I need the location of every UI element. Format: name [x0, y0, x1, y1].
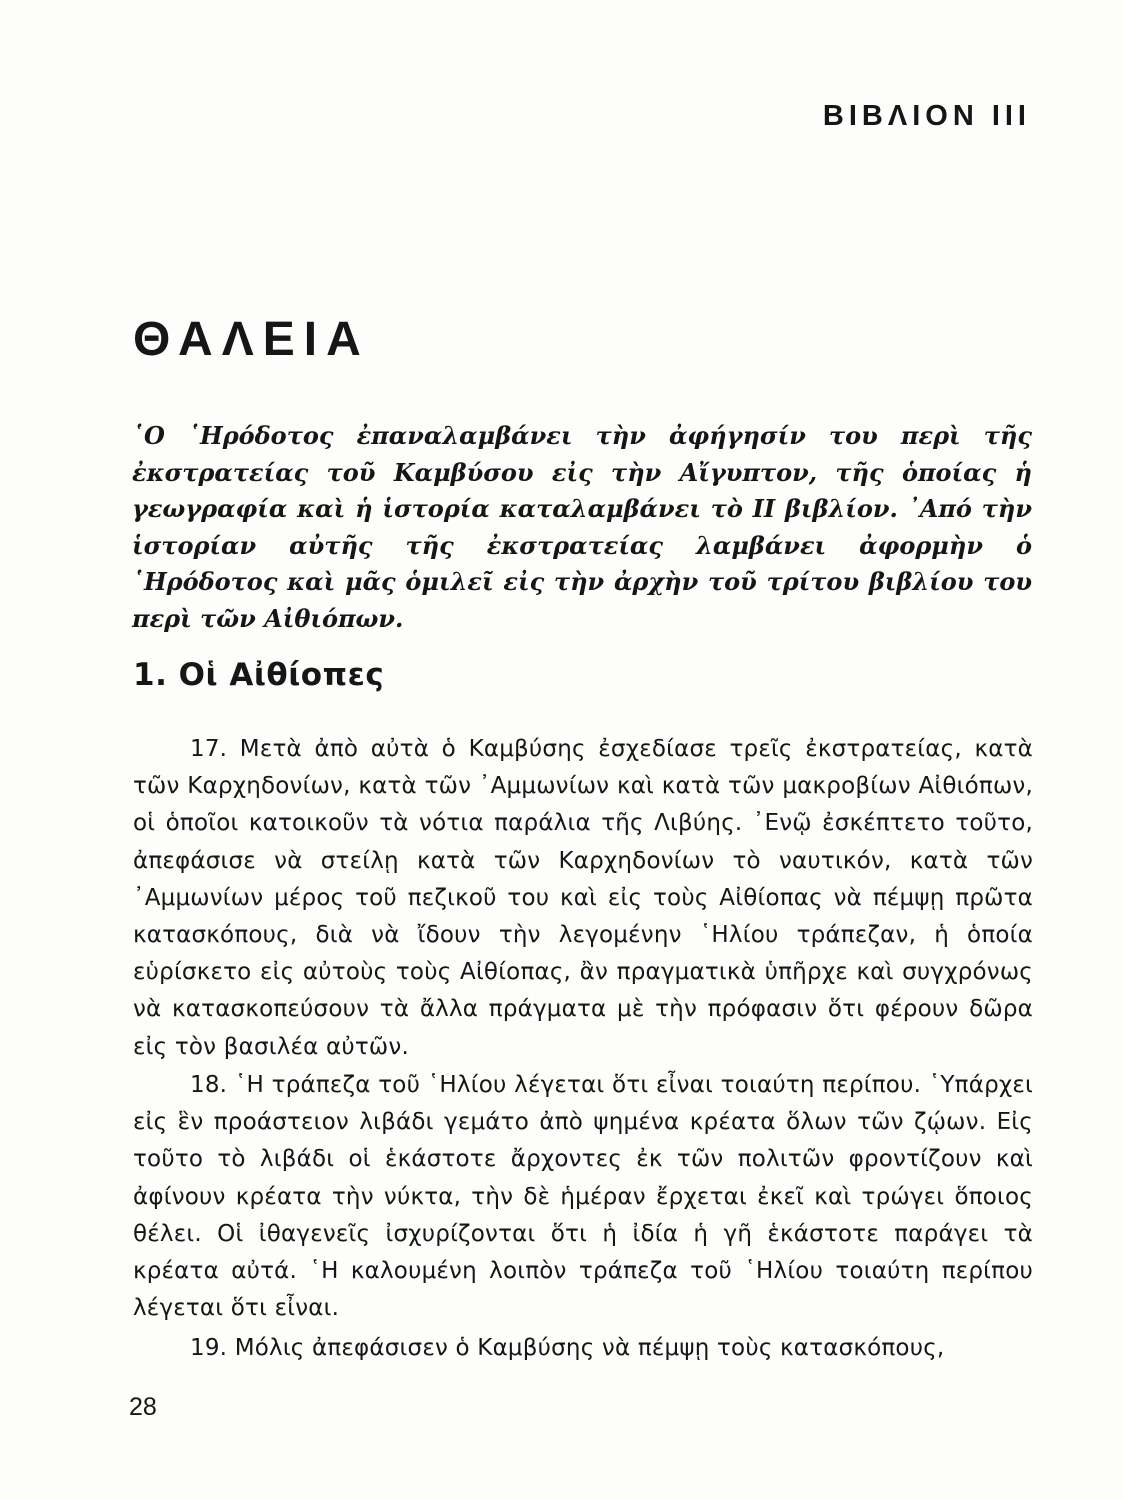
page-number: 28 — [129, 1393, 157, 1421]
paragraph-18: 18. ῾Η τράπεζα τοῦ ῾Ηλίου λέγεται ὅτι εἶναι τοιαύτη περίπου. ῾Υπάρχει εἰς ἓν προάστειον λιβάδι γεμάτο ἀπὸ ψημένα κρέατα ὅλων τῶν ζῴων. Εἰς τοῦτο τὸ λιβάδι οἱ ἑκάστοτε ἄρχοντες ἐκ τῶν πολιτῶν φροντίζουν καὶ ἀφίνουν κρέατα τὴν νύκτα, τὴν δὲ ἡμέραν ἔρχεται ἐκεῖ καὶ τρώγει ὅποιος θέλει. Οἱ ἰθαγενεῖς ἰσχυρίζονται ὅτι ἡ ἰδία ἡ γῆ ἑκάστοτε παράγει τὰ κρέατα αὐτά. ῾Η καλουμένη λοιπὸν τράπεζα τοῦ ῾Ηλίου τοιαύτη περίπου λέγεται ὅτι εἶναι. — [133, 1072, 1033, 1322]
paragraph-19: 19. Μόλις ἀπεφάσισεν ὁ Καμβύσης νὰ πέμψῃ τοὺς κατασκόπους, — [190, 1335, 945, 1361]
section-heading: 1. Οἱ Αἰθίοπες — [133, 657, 385, 693]
book-title: ΘΑΛΕΙΑ — [133, 313, 370, 366]
book-label: ΒΙΒΛΙΟΝ III — [822, 100, 1031, 132]
intro-summary: ῾Ο ῾Ηρόδοτος ἐπαναλαμβάνει τὴν ἀφήγησίν του περὶ τῆς ἐκστρατείας τοῦ Καμβύσου εἰς τὴν Αἴγυπτον, τῆς ὁποίας ἡ γεωγραφία καὶ ἡ ἱστορία καταλαμβάνει τὸ II βιβλίον. ᾿Από τὴν ἱστορίαν αὐτῆς τῆς ἐκστρατείας λαμβάνει ἀφορμὴν ὁ ῾Ηρόδοτος καὶ μᾶς ὁμιλεῖ εἰς τὴν ἀρχὴν τοῦ τρίτου βιβλίου του περὶ τῶν Αἰθιόπων. — [132, 421, 1032, 633]
paragraph-17: 17. Μετὰ ἀπὸ αὐτὰ ὁ Καμβύσης ἐσχεδίασε τρεῖς ἐκστρατείας, κατὰ τῶν Καρχηδονίων, κατὰ τῶν ᾿Αμμωνίων καὶ κατὰ τῶν μακροβίων Αἰθιόπων, οἱ ὁποῖοι κατοικοῦν τὰ νότια παράλια τῆς Λιβύης. ᾿Ενῷ ἐσκέπτετο τοῦτο, ἀπεφάσισε νὰ στείλῃ κατὰ τῶν Καρχηδονίων τὸ ναυτικόν, κατὰ τῶν ᾿Αμμωνίων μέρος τοῦ πεζικοῦ του καὶ εἰς τοὺς Αἰθίοπας νὰ πέμψῃ πρῶτα κατασκόπους, διὰ νὰ ἴδουν τὴν λεγομένην ῾Ηλίου τράπεζαν, ἡ ὁποία εὑρίσκετο εἰς αὐτοὺς τοὺς Αἰθίοπας, ἂν πραγματικὰ ὑπῆρχε καὶ συγχρόνως νὰ κατασκοπεύσουν τὰ ἄλλα πράγματα μὲ τὴν πρόφασιν ὅτι φέρουν δῶρα εἰς τὸν βασιλέα αὐτῶν. — [133, 736, 1033, 1060]
